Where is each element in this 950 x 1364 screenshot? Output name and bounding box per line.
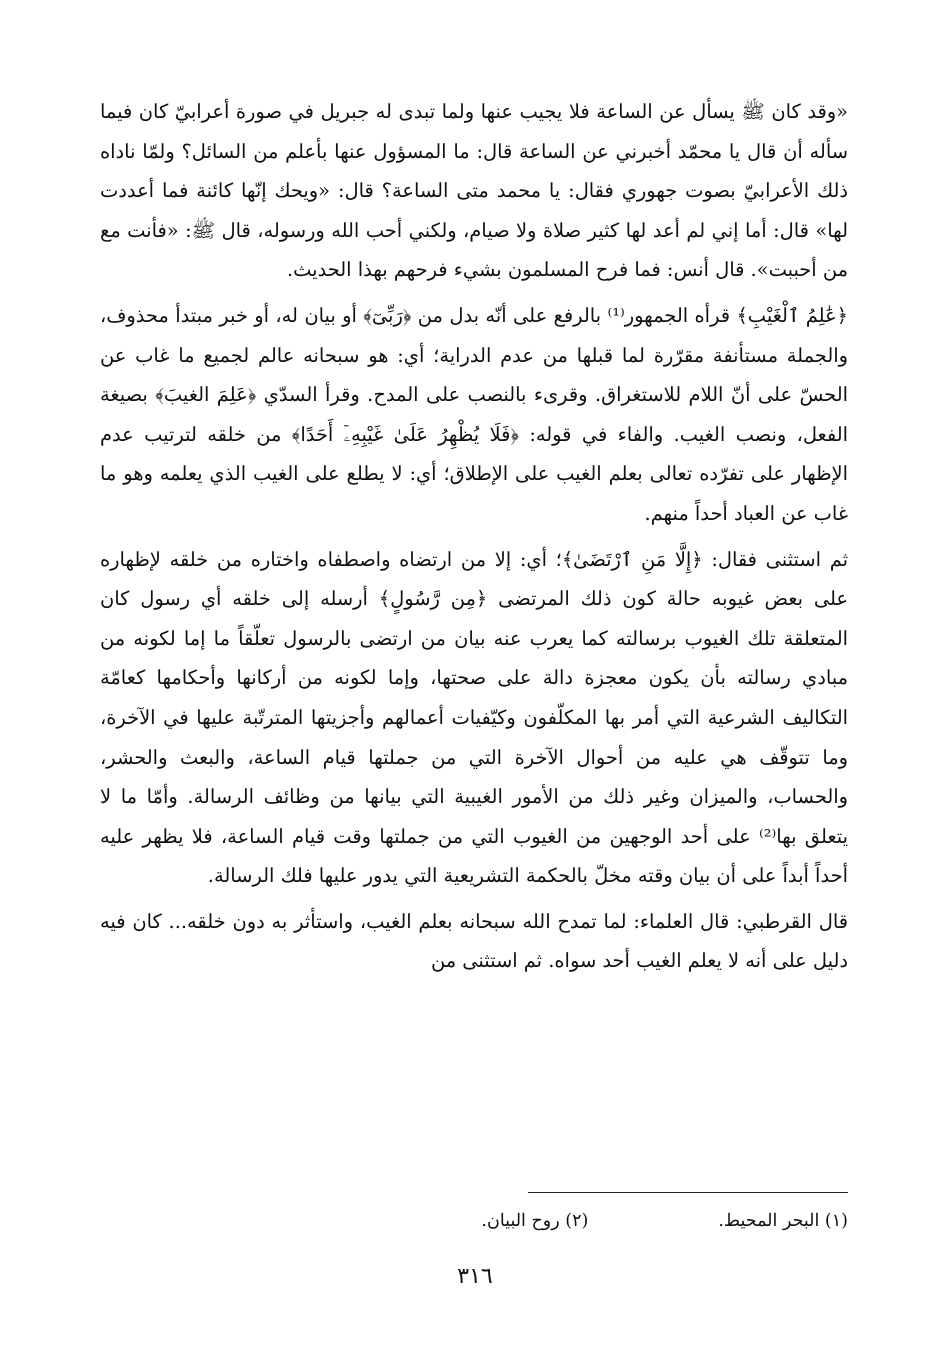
page-body — [100, 92, 848, 987]
footnote-2: (٢) روح البيان. — [481, 1211, 589, 1231]
page-number: ٣١٦ — [457, 1264, 493, 1289]
footnote-1: (١) البحر المحيط. — [718, 1211, 848, 1231]
footnote-divider — [528, 1192, 848, 1193]
paragraph-alim-al-ghayb: ﴿عَٰلِمُ ٱلْغَيْبِ﴾ قرأه الجمهور⁽¹⁾ بالرفع على أنّه بدل من ﴿رَبِّىٓ﴾ أو بيان له، أو خبر مبتدأ محذوف، والجملة مستأنفة مقرّرة لما قبلها من عدم الدراية؛ أي: هو سبحانه عالم لجميع ما غاب عن الحسّ على أنّ اللام للاستغراق. وقرىء بالنصب على المدح. وقرأ السدّي ﴿عَلِمَ الغيبَ﴾ بصيغة الفعل، ونصب الغيب. والفاء في قوله: ﴿فَلَا يُظْهِرُ عَلَىٰ غَيْبِهِۦٓ أَحَدًا﴾ من خلقه لترتيب عدم الإظهار على تفرّده تعالى بعلم الغيب على الإطلاق؛ أي: لا يطلع على الغيب الذي يعلمه وهو ما غاب عن العباد أحداً منهم. — [100, 303, 848, 525]
paragraph-qurtubi: قال القرطبي: قال العلماء: لما تمدح الله سبحانه بعلم الغيب، واستأثر به دون خلقه... كان فيه دليل على أنه لا يعلم الغيب أحد سواه. ثم استثنى من — [100, 909, 848, 973]
paragraph-hadith: «وقد كان ﷺ يسأل عن الساعة فلا يجيب عنها ولما تبدى له جبريل في صورة أعرابيّ كان فيما سأله أن قال يا محمّد أخبرني عن الساعة قال: ما المسؤول عنها بأعلم من السائل؟ ولمّا ناداه ذلك الأعرابيّ بصوت جهوري فقال: يا محمد متى الساعة؟ قال: «ويحك إنّها كائنة فما أعددت لها» قال: أما إني لم أعد لها كثير صلاة ولا صيام، ولكني أحب الله ورسوله، قال ﷺ: «فأنت مع من أحببت». قال أنس: فما فرح المسلمون بشيء فرحهم بهذا الحديث. — [100, 100, 848, 282]
paragraph-istithna: ثم استثنى فقال: ﴿إِلَّا مَنِ ٱرْتَضَىٰ﴾؛ أي: إلا من ارتضاه واصطفاه واختاره من خلقه لإظهاره على بعض غيوبه حالة كون ذلك المرتضى ﴿مِن رَّسُولٍ﴾ أرسله إلى خلقه أي رسول كان المتعلقة تلك الغيوب برسالته كما يعرب عنه بيان من ارتضى بالرسول تعلّقاً ما إما لكونه من مبادي رسالته بأن يكون معجزة دالة على صحتها، وإما لكونه من أركانها وأحكامها كعامّة التكاليف الشرعية التي أمر بها المكلّفون وكيّفيات أعمالهم وأجزيتها المترتّبة عليها في الآخرة، وما تتوقّف هي عليه من أحوال الآخرة التي من جملتها قيام الساعة، والبعث والحشر، والحساب، والميزان وغير ذلك من الأمور الغيبية التي بيانها من وظائف الرسالة. وأمّا ما لا يتعلق بها⁽²⁾ على أحد الوجهين من الغيوب التي من جملتها وقت قيام الساعة، فلا يظهر عليه أحداً أبداً على أن بيان وقته مخلّ بالحكمة التشريعية التي يدور عليها فلك الرسالة. — [100, 547, 848, 888]
footnotes — [248, 1206, 848, 1236]
